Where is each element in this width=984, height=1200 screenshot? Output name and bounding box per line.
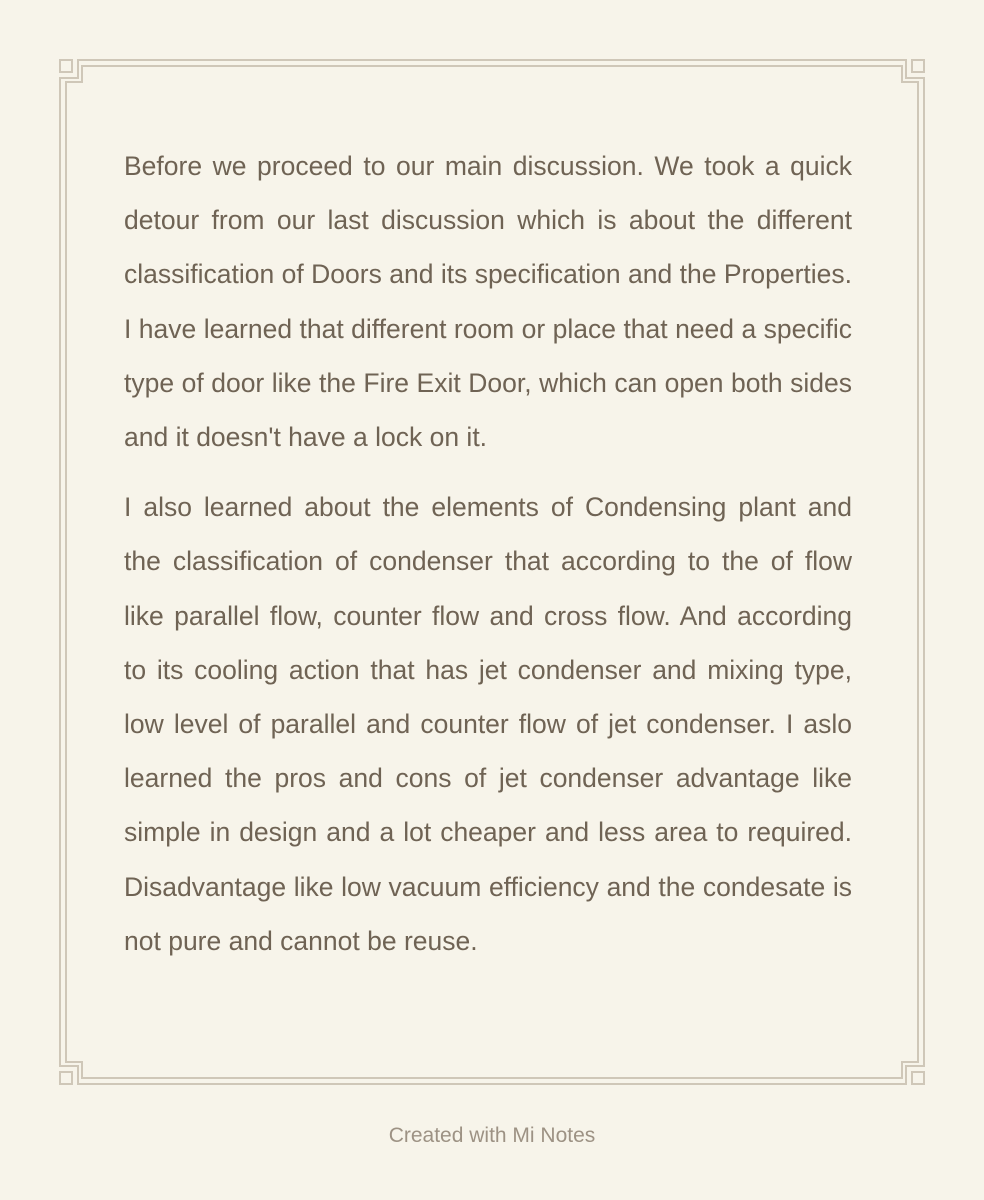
- footer-credit: Created with Mi Notes: [388, 1124, 596, 1147]
- note-body: [124, 139, 852, 968]
- note-paragraph: I also learned about the elements of Condensing plant and the classification of condenser that according to the of flow like parallel flow, counter flow and cross flow. And according to its cooling action that has jet condenser and mixing type, low level of parallel and counter flow of jet condenser. I aslo learned the pros and cons of jet condenser advantage like simple in design and a lot cheaper and less area to required. Disadvantage like low vacuum efficiency and the condesate is not pure and cannot be reuse.: [124, 492, 852, 956]
- note-paragraph: Before we proceed to our main discussion. We took a quick detour from our last discussion which is about the different classification of Doors and its specification and the Properties. I have learned that different room or place that need a specific type of door like the Fire Exit Door, which can open both sides and it doesn't have a lock on it.: [124, 151, 852, 453]
